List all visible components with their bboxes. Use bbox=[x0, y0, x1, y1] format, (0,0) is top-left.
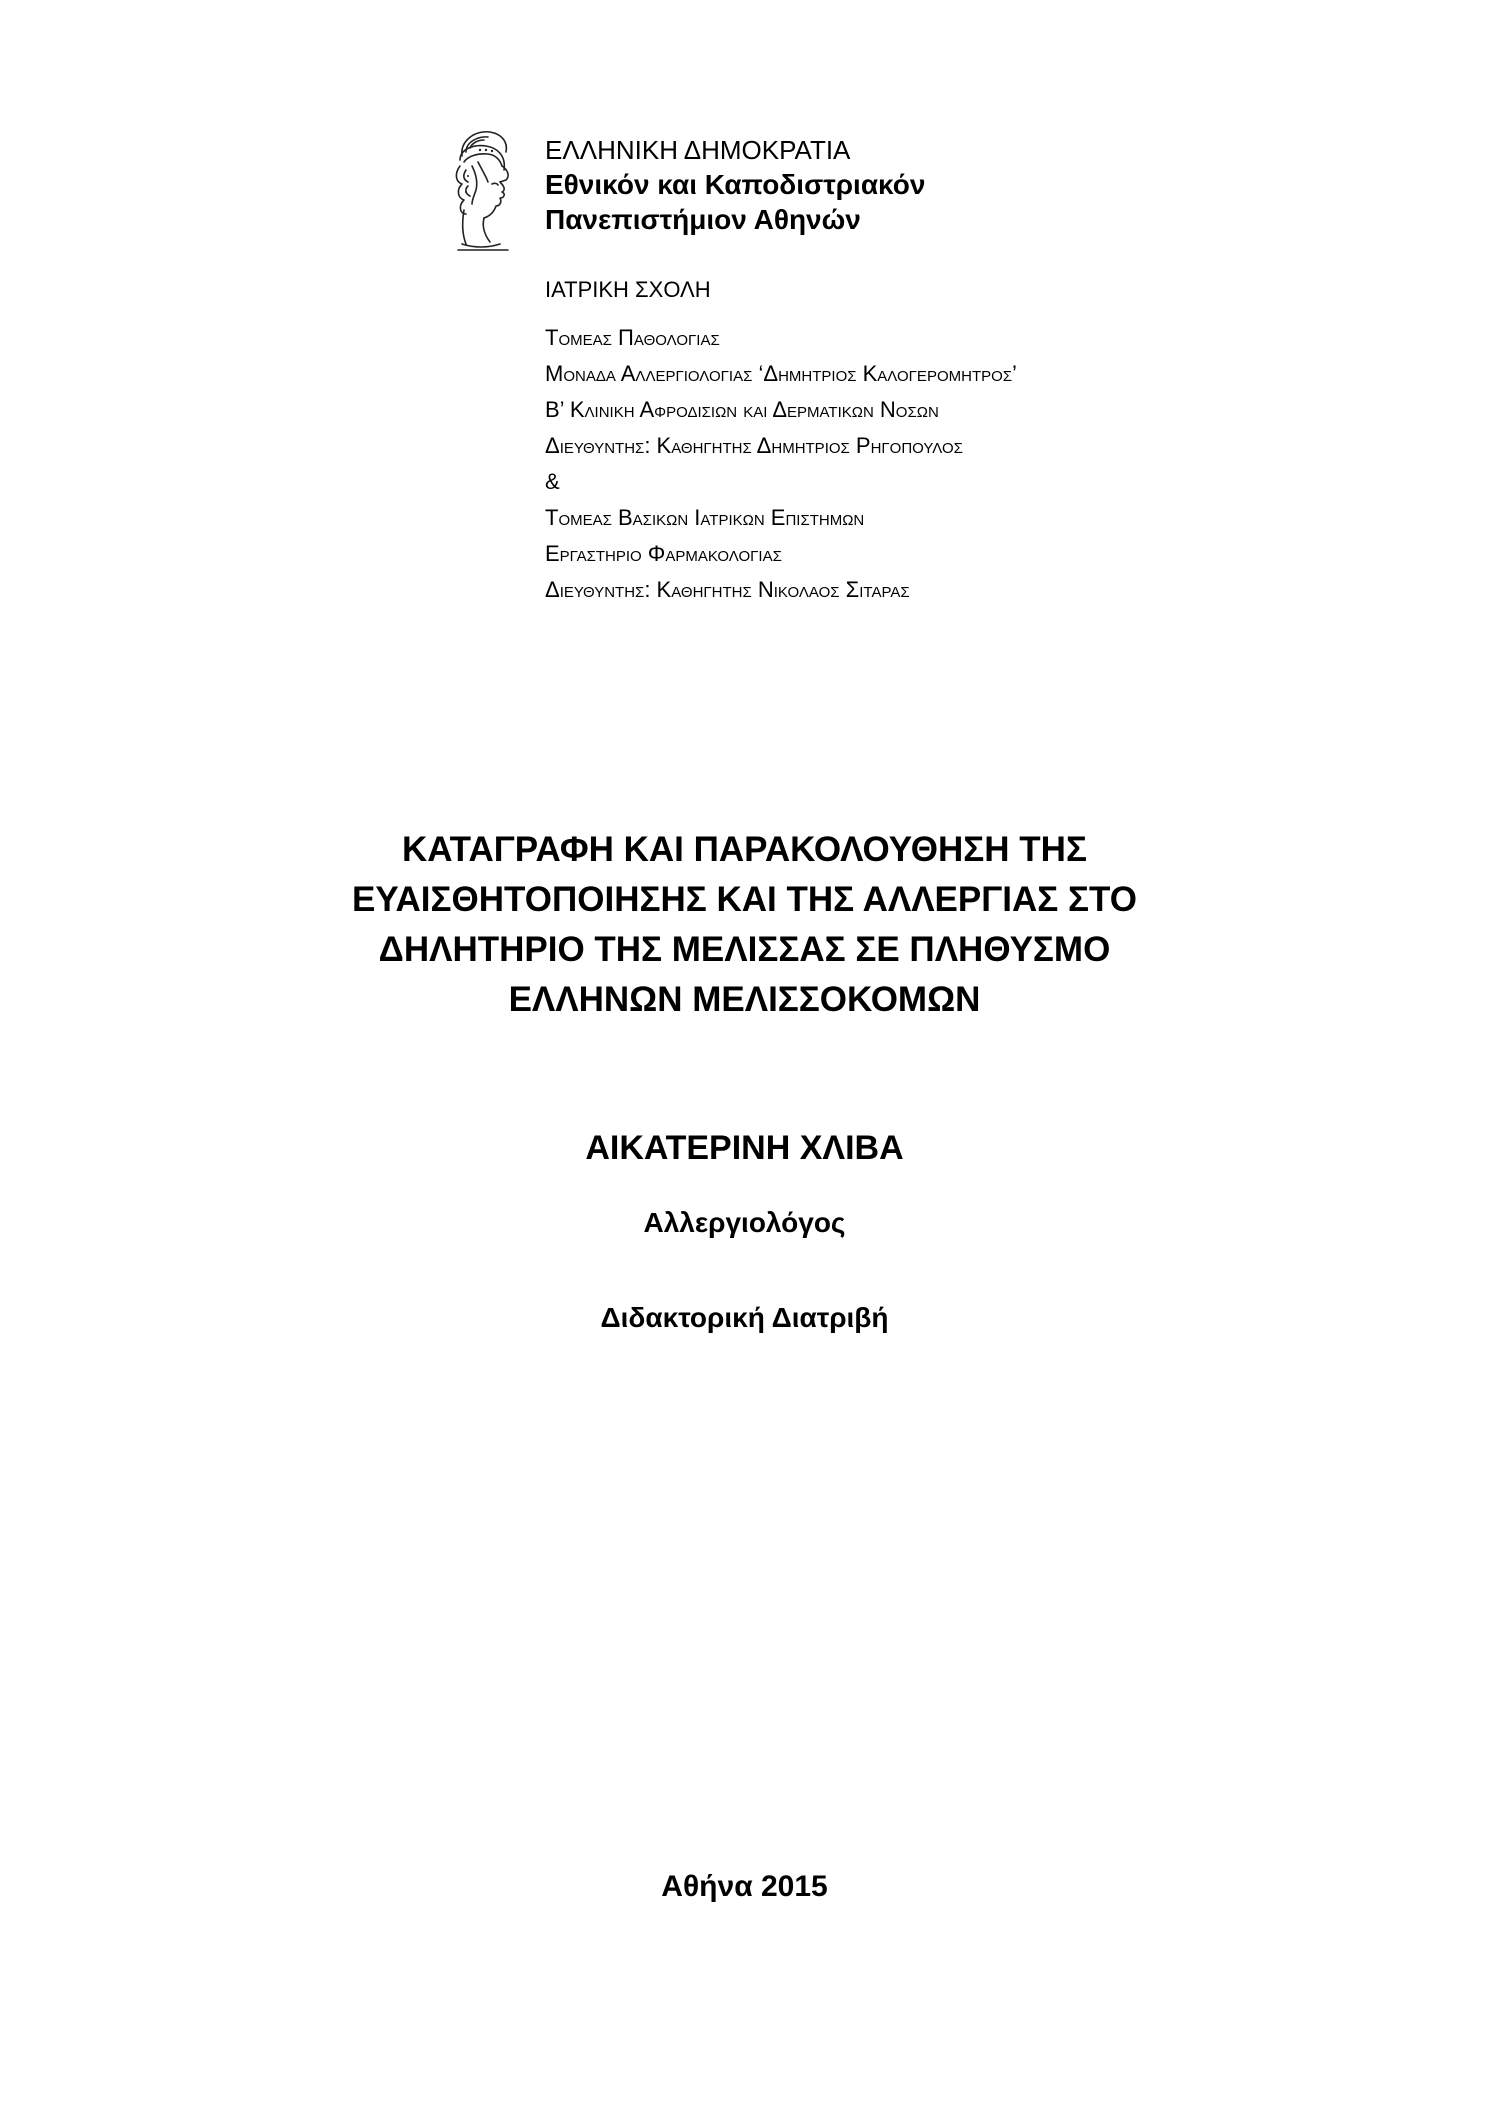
department-line: Τομεας Βασικων Ιατρικων Επιστημων bbox=[545, 505, 865, 530]
document-type: Διδακτορική Διατριβή bbox=[600, 1302, 889, 1333]
university-header bbox=[545, 133, 1305, 237]
athena-head-icon bbox=[442, 126, 524, 252]
department-line: Διευθυντης: Καθηγητης Νικολαος Σιταρας bbox=[545, 577, 910, 602]
title-line: ΕΥΑΙΣΘΗΤΟΠΟΙΗΣΗΣ ΚΑΙ ΤΗΣ ΑΛΛΕΡΓΙΑΣ ΣΤΟ bbox=[352, 880, 1137, 919]
department-line: Μοναδα Αλλεργιολογιας ‘Δημητριος Καλογερομητρος’ bbox=[545, 361, 1017, 386]
department-list bbox=[545, 320, 1445, 608]
department-line: Εργαστηριο Φαρμακολογιας bbox=[545, 541, 782, 566]
department-line: Διευθυντης: Καθηγητης Δημητριος Ρηγοπουλος bbox=[545, 433, 963, 458]
university-name-line-1: Εθνικόν και Καποδιστριακόν bbox=[545, 169, 926, 200]
title-line: ΚΑΤΑΓΡΑΦΗ ΚΑΙ ΠΑΡΑΚΟΛΟΥΘΗΣΗ ΤΗΣ bbox=[402, 830, 1087, 869]
title-line: ΔΗΛΗΤΗΡΙΟ ΤΗΣ ΜΕΛΙΣΣΑΣ ΣΕ ΠΛΗΘΥΣΜΟ bbox=[378, 930, 1111, 969]
title-line: ΕΛΛΗΝΩΝ ΜΕΛΙΣΣΟΚΟΜΩΝ bbox=[508, 980, 981, 1019]
department-line: Β’ Κλινικη Αφροδισιων και Δερματικων Νοσων bbox=[545, 397, 939, 422]
school-name: ΙΑΤΡΙΚΗ ΣΧΟΛΗ bbox=[545, 277, 711, 302]
university-name-line-2: Πανεπιστήμιον Αθηνών bbox=[545, 204, 861, 235]
author-specialty: Αλλεργιολόγος bbox=[643, 1207, 846, 1238]
thesis-title bbox=[0, 825, 1489, 1025]
department-line: & bbox=[545, 469, 560, 494]
place-and-year: Αθήνα 2015 bbox=[661, 1870, 828, 1903]
department-line: Τομεας Παθολογιας bbox=[545, 325, 720, 350]
author-name: ΑΙΚΑΤΕΡΙΝΗ ΧΛΙΒΑ bbox=[585, 1129, 904, 1167]
country-name: ΕΛΛΗΝΙΚΗ ΔΗΜΟΚΡΑΤΙΑ bbox=[545, 135, 851, 165]
